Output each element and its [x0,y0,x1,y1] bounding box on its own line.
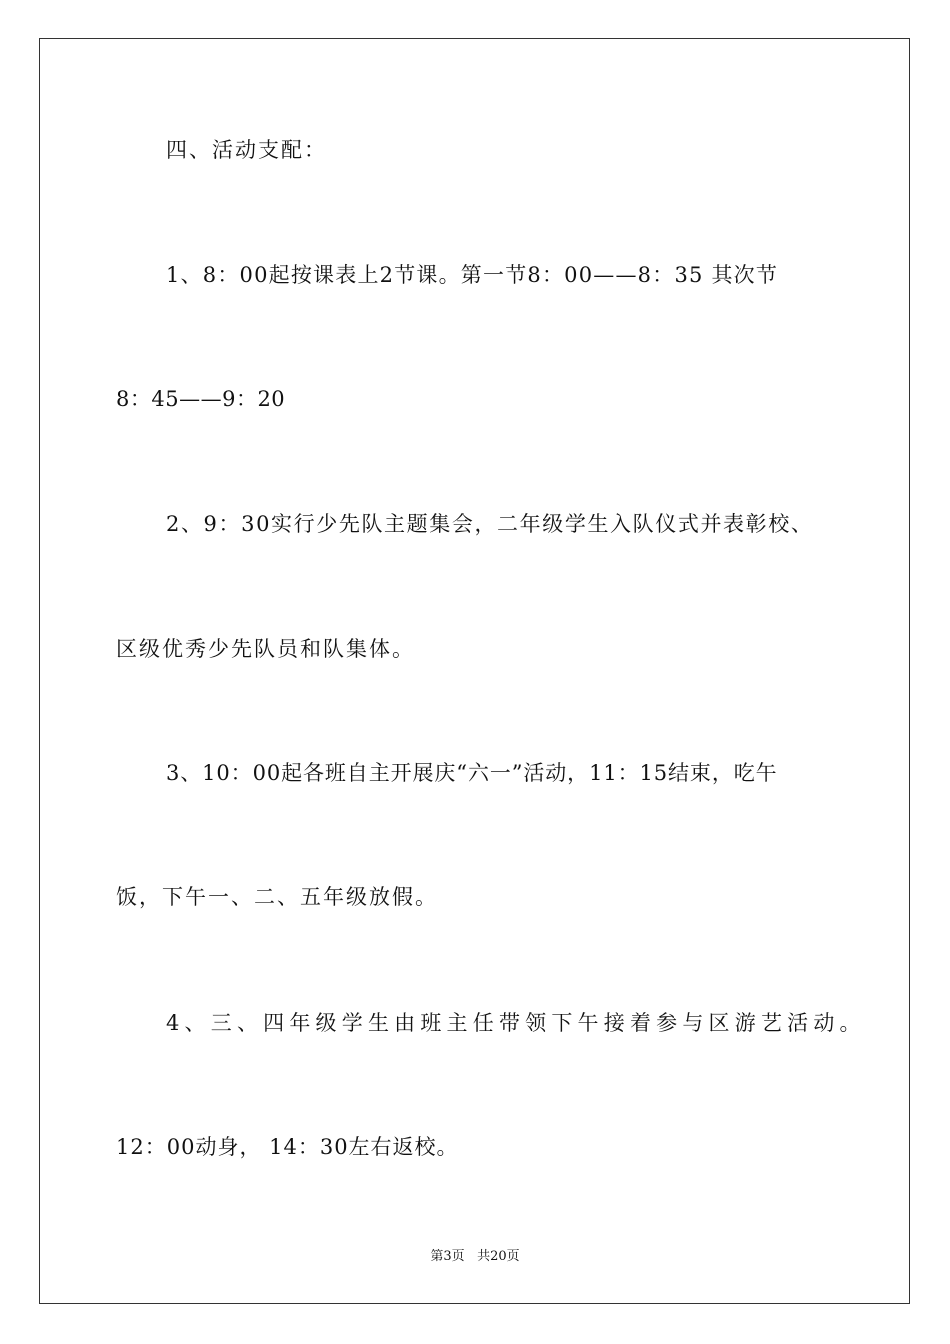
paragraph-line: 12：00动身， 14：30左右返校。 [116,1135,459,1159]
page-footer [0,1248,950,1266]
page-frame [39,38,910,1304]
paragraph-line: 8：45——9：20 [116,387,286,411]
paragraph-line: 区级优秀少先队员和队集体。 [116,637,415,661]
paragraph-line: 2、9：30实行少先队主题集会，二年级学生入队仪式并表彰校、 [166,512,814,536]
paragraph-line: 4、三、四年级学生由班主任带领下午接着参与区游艺活动。 [166,1011,866,1035]
paragraph-line: 3、10：00起各班自主开展庆“六一”活动，11：15结束，吃午 [166,761,778,785]
section-heading: 四、活动支配： [166,138,327,162]
paragraph-line: 1、8：00起按课表上2节课。第一节8：00——8：35 其次节 [166,263,779,287]
total-pages: 共20页 [477,1249,520,1264]
paragraph-line: 饭，下午一、二、五年级放假。 [116,885,438,909]
page-number: 第3页 [430,1249,465,1264]
